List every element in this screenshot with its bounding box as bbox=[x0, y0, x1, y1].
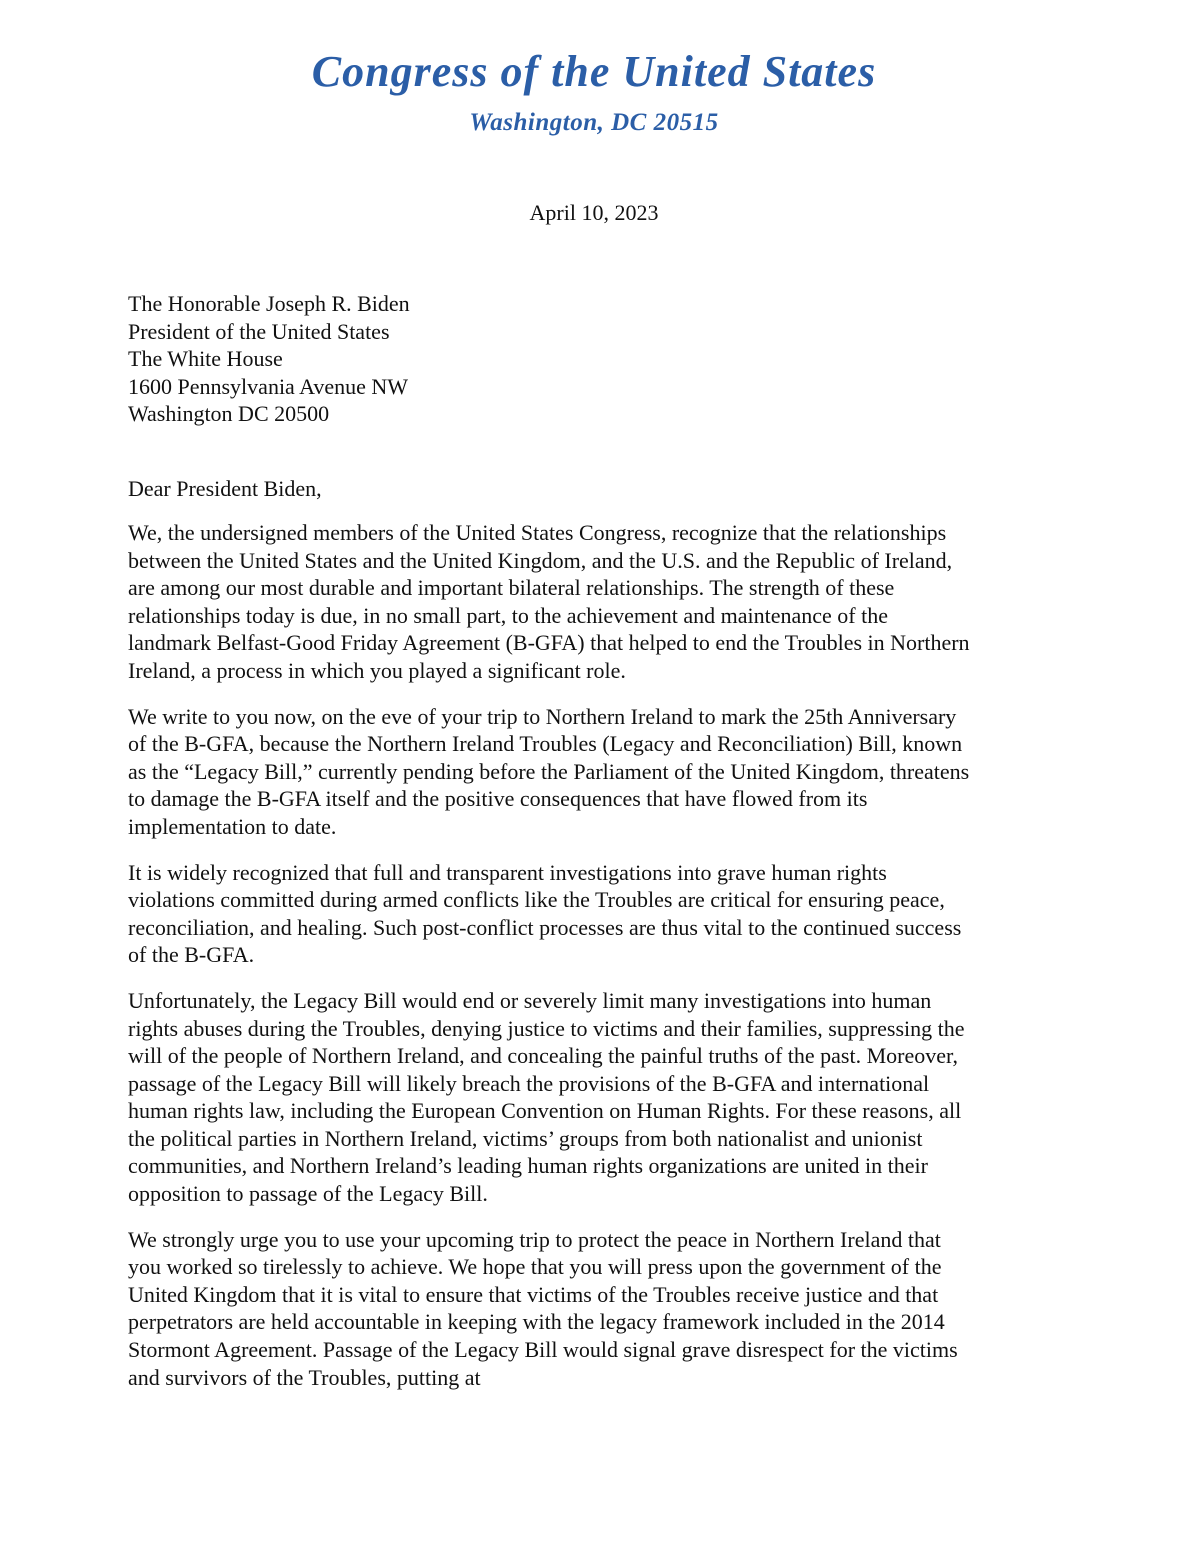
salutation: Dear President Biden, bbox=[128, 476, 322, 501]
addressee-line: The White House bbox=[128, 346, 283, 372]
letter-body bbox=[128, 519, 974, 1409]
body-paragraph: We, the undersigned members of the United States Congress, recognize that the relationships between the United States and the United Kingdom, and the U.S. and the Republic of Ireland, are among our most durable and important bilateral relationships. The strength of these relationships today is due, in no small part, to the achievement and maintenance of the landmark Belfast-Good Friday Agreement (B-GFA) that helped to end the Troubles in Northern Ireland, a process in which you played a significant role. bbox=[128, 520, 970, 683]
addressee-line: The Honorable Joseph R. Biden bbox=[128, 291, 410, 316]
addressee-line: President of the United States bbox=[128, 318, 390, 344]
body-paragraph: We strongly urge you to use your upcoming trip to protect the peace in Northern Ireland that you worked so tirelessly to achieve. We hope that you will press upon the government of the United Kingdom that it is vital to ensure that victims of the Troubles receive justice and that perpetrators are held accountable in keeping with the legacy framework included in the 2014 Stormont Agreement. Passage of the Legacy Bill would signal grave disrespect for the victims and survivors of the Troubles, putting at bbox=[128, 1226, 958, 1390]
letter-date: April 10, 2023 bbox=[529, 200, 659, 225]
addressee-block bbox=[128, 290, 1028, 428]
addressee-line: 1600 Pennsylvania Avenue NW bbox=[128, 373, 409, 399]
body-paragraph: We write to you now, on the eve of your trip to Northern Ireland to mark the 25th Anniversary of the B-GFA, because the Northern Ireland Troubles (Legacy and Reconciliation) Bill, known as the “Legacy Bill,” currently pending before the Parliament of the United Kingdom, threatens to damage the B-GFA itself and the positive consequences that have flowed from its implementation to date. bbox=[128, 703, 970, 839]
letterhead bbox=[0, 44, 1188, 140]
body-paragraph: Unfortunately, the Legacy Bill would end or severely limit many investigations into human rights abuses during the Troubles, denying justice to victims and their families, suppressing the will of the people of Northern Ireland, and concealing the painful truths of the past. Moreover, passage of the Legacy Bill will likely breach the provisions of the B-GFA and international human rights law, including the European Convention on Human Rights. For these reasons, all the political parties in Northern Ireland, victims’ groups from both nationalist and unionist communities, and Northern Ireland’s leading human rights organizations are united in their opposition to passage of the Legacy Bill. bbox=[128, 987, 965, 1207]
letterhead-subtitle: Washington, DC 20515 bbox=[469, 109, 719, 136]
body-paragraph: It is widely recognized that full and transparent investigations into grave human rights violations committed during armed conflicts like the Troubles are critical for ensuring peace, reconciliation, and healing. Such post-conflict processes are thus vital to the continued success of the B-GFA. bbox=[128, 859, 962, 968]
addressee-line: Washington DC 20500 bbox=[128, 401, 330, 427]
letterhead-title: Congress of the United States bbox=[311, 47, 877, 96]
